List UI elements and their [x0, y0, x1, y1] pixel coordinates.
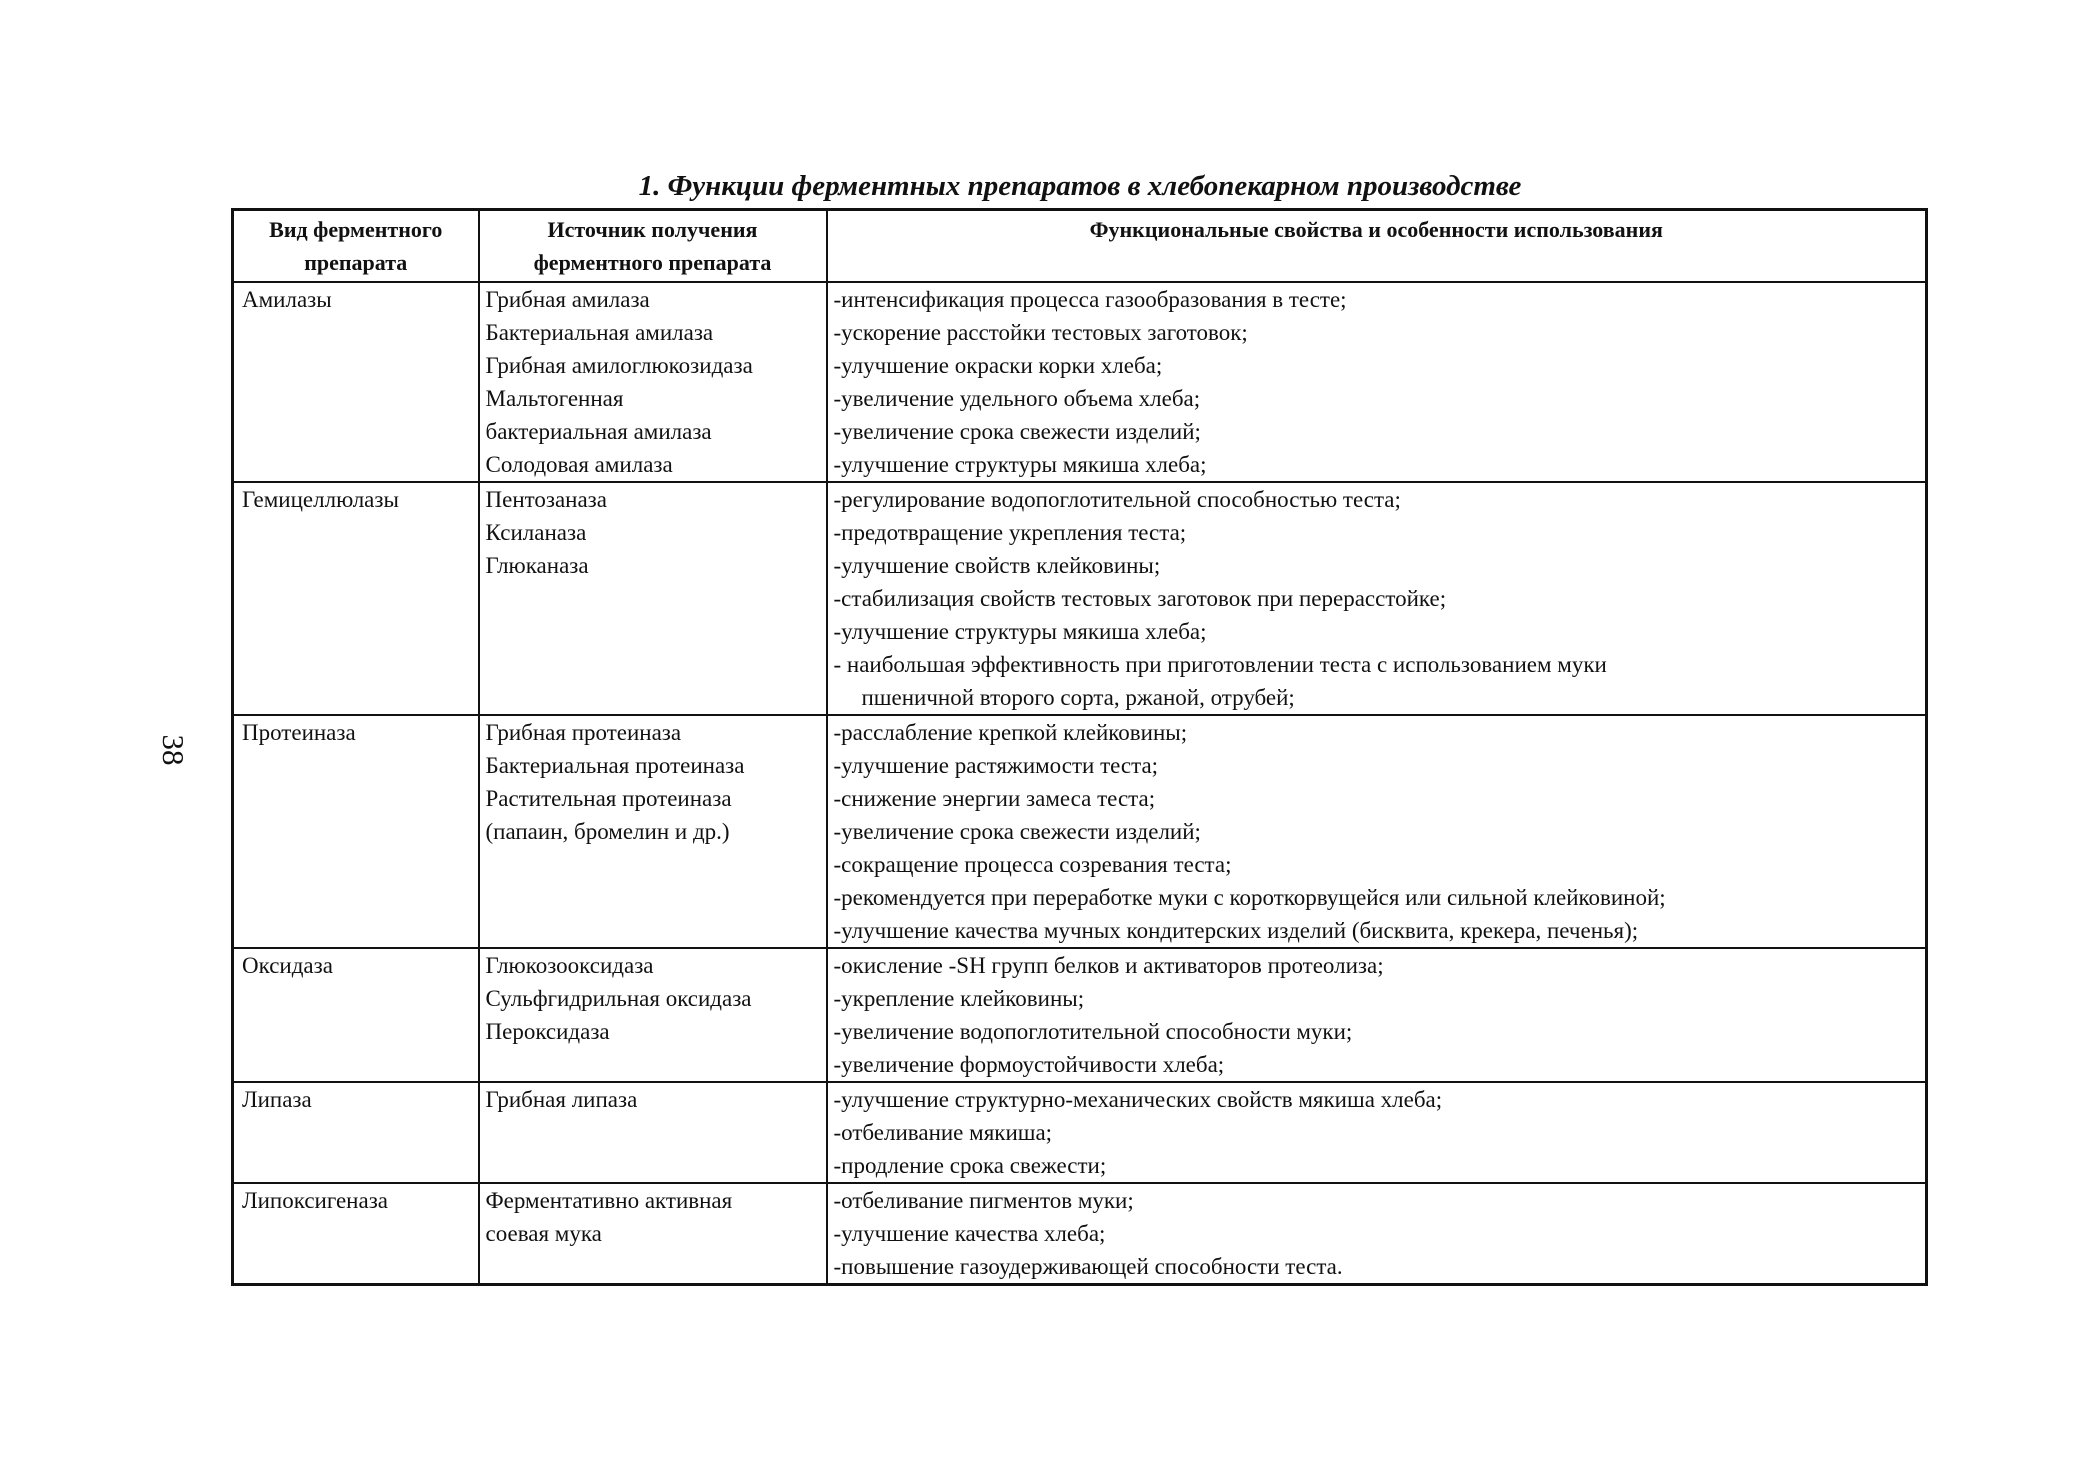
- table-row: [233, 1082, 1927, 1183]
- enzyme-type: Липоксигеназа: [242, 1188, 388, 1213]
- enzyme-type: Оксидаза: [242, 953, 333, 978]
- table-row: [233, 482, 1927, 715]
- function-line: -увеличение формоустойчивости хлеба;: [833, 1052, 1225, 1077]
- functions-cell: [827, 1183, 1927, 1285]
- function-line: -рекомендуется при переработке муки с короткорвущейся или сильной клейковиной;: [833, 885, 1666, 910]
- function-line: -увеличение удельного объема хлеба;: [833, 386, 1201, 411]
- enzyme-type-cell: [233, 482, 479, 715]
- enzyme-type: Липаза: [242, 1087, 312, 1112]
- enzyme-type-cell: [233, 1183, 479, 1285]
- source-line: Растительная протеиназа: [485, 786, 732, 811]
- source-line: Бактериальная протеиназа: [485, 753, 745, 778]
- source-line: Глюкозооксидаза: [485, 953, 654, 978]
- source-cell: [479, 948, 827, 1082]
- source-line: (папаин, бромелин и др.): [485, 819, 730, 844]
- functions-cell: [827, 1082, 1927, 1183]
- header-functions: Функциональные свойства и особенности использования: [827, 210, 1927, 283]
- enzyme-type: Гемицеллюлазы: [242, 487, 399, 512]
- source-line: бактериальная амилаза: [485, 419, 712, 444]
- function-line: -улучшение структуры мякиша хлеба;: [833, 452, 1207, 477]
- enzyme-type: Протеиназа: [242, 720, 356, 745]
- functions-cell: [827, 282, 1927, 482]
- function-line: -регулирование водопоглотительной способностью теста;: [833, 487, 1401, 512]
- function-line: -отбеливание мякиша;: [833, 1120, 1053, 1145]
- function-line: -укрепление клейковины;: [833, 986, 1085, 1011]
- source-line: Пентозаназа: [485, 487, 607, 512]
- functions-cell: [827, 482, 1927, 715]
- source-cell: [479, 1082, 827, 1183]
- functions-cell: [827, 715, 1927, 948]
- source-line: Ферментативно активная: [485, 1188, 733, 1213]
- function-line: -расслабление крепкой клейковины;: [833, 720, 1188, 745]
- source-line: Бактериальная амилаза: [485, 320, 714, 345]
- source-line: Грибная амилоглюкозидаза: [485, 353, 753, 378]
- table-row: [233, 1183, 1927, 1285]
- source-cell: [479, 282, 827, 482]
- function-line: -продление срока свежести;: [833, 1153, 1107, 1178]
- function-line: -стабилизация свойств тестовых заготовок при перерасстойке;: [833, 586, 1447, 611]
- table-row: [233, 948, 1927, 1082]
- function-line: -ускорение расстойки тестовых заготовок;: [833, 320, 1248, 345]
- header-enzyme-type: Вид ферментного препарата: [233, 210, 479, 283]
- source-line: Глюканаза: [485, 553, 589, 578]
- table-row: [233, 282, 1927, 482]
- function-line: - наибольшая эффективность при приготовлении теста с использованием муки: [833, 652, 1607, 677]
- enzyme-functions-table: [231, 208, 1928, 1286]
- source-line: Пероксидаза: [485, 1019, 610, 1044]
- function-line: -улучшение растяжимости теста;: [833, 753, 1159, 778]
- source-line: Грибная протеиназа: [485, 720, 682, 745]
- function-line: -улучшение свойств клейковины;: [833, 553, 1161, 578]
- function-line: -повышение газоудерживающей способности теста.: [833, 1254, 1343, 1279]
- function-line: -окисление -SH групп белков и активаторов протеолиза;: [833, 953, 1384, 978]
- source-cell: [479, 1183, 827, 1285]
- function-line: -снижение энергии замеса теста;: [833, 786, 1156, 811]
- source-cell: [479, 482, 827, 715]
- source-line: Сульфгидрильная оксидаза: [485, 986, 752, 1011]
- function-line: -улучшение качества хлеба;: [833, 1221, 1106, 1246]
- header-source: Источник получения ферментного препарата: [479, 210, 827, 283]
- function-line: пшеничной второго сорта, ржаной, отрубей;: [861, 685, 1295, 710]
- source-line: соевая мука: [485, 1221, 602, 1246]
- source-line: Грибная липаза: [485, 1087, 638, 1112]
- source-line: Солодовая амилаза: [485, 452, 673, 477]
- source-cell: [479, 715, 827, 948]
- function-line: -отбеливание пигментов муки;: [833, 1188, 1134, 1213]
- enzyme-type-cell: [233, 282, 479, 482]
- page-number: 38: [156, 734, 191, 766]
- source-line: Грибная амилаза: [485, 287, 650, 312]
- function-line: -увеличение срока свежести изделий;: [833, 819, 1201, 844]
- functions-cell: [827, 948, 1927, 1082]
- function-line: -увеличение срока свежести изделий;: [833, 419, 1201, 444]
- enzyme-type-cell: [233, 1082, 479, 1183]
- function-line: -сокращение процесса созревания теста;: [833, 852, 1232, 877]
- function-line: -улучшение структурно-механических свойств мякиша хлеба;: [833, 1087, 1443, 1112]
- table-title: 1. Функции ферментных препаратов в хлебопекарном производстве: [638, 170, 1522, 202]
- function-line: -увеличение водопоглотительной способности муки;: [833, 1019, 1353, 1044]
- function-line: -предотвращение укрепления теста;: [833, 520, 1187, 545]
- table-row: [233, 715, 1927, 948]
- function-line: -улучшение качества мучных кондитерских изделий (бисквита, крекера, печенья);: [833, 918, 1639, 943]
- function-line: -интенсификация процесса газообразования в тесте;: [833, 287, 1347, 312]
- enzyme-type-cell: [233, 715, 479, 948]
- header-row: [233, 210, 1927, 283]
- enzyme-type: Амилазы: [242, 287, 332, 312]
- source-line: Мальтогенная: [485, 386, 624, 411]
- source-line: Ксиланаза: [485, 520, 587, 545]
- function-line: -улучшение структуры мякиша хлеба;: [833, 619, 1207, 644]
- function-line: -улучшение окраски корки хлеба;: [833, 353, 1163, 378]
- enzyme-type-cell: [233, 948, 479, 1082]
